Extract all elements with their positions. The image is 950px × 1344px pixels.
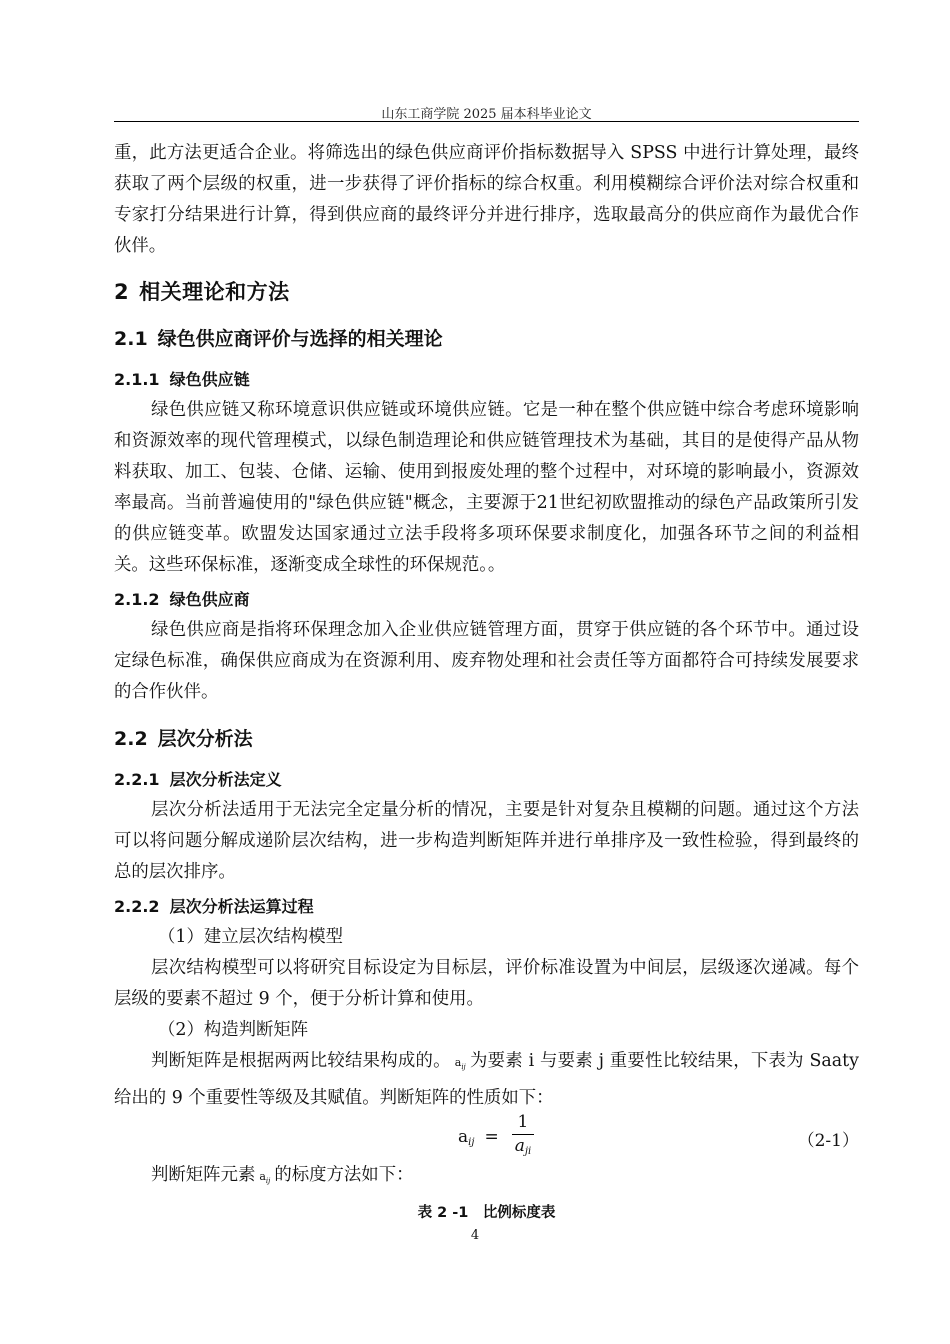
equation-denominator-base: a <box>514 1135 525 1156</box>
section-2-title: 相关理论和方法 <box>139 280 290 304</box>
section-2-2-heading <box>114 724 859 751</box>
equation-denominator-subscript: ji <box>524 1145 532 1157</box>
equation-lhs <box>458 1127 474 1148</box>
section-2-2-2-heading <box>114 896 859 918</box>
equation-lhs-base: a <box>458 1126 469 1147</box>
section-2-number: 2 <box>114 280 130 304</box>
section-2-2-number: 2.2 <box>114 728 148 750</box>
scale-method-paragraph <box>114 1160 859 1197</box>
section-2-2-2-title: 层次分析法运算过程 <box>169 897 314 916</box>
section-2-1-1-title: 绿色供应链 <box>169 370 250 389</box>
equation-body <box>458 1111 537 1160</box>
section-2-1-1-number: 2.1.1 <box>114 370 160 389</box>
header-rule <box>114 121 859 122</box>
running-header: 山东工商学院 2025 届本科毕业论文 <box>381 107 592 122</box>
section-2-2-title: 层次分析法 <box>157 728 253 750</box>
section-2-1-heading <box>114 324 859 351</box>
section-2-2-1-title: 层次分析法定义 <box>169 770 282 789</box>
table-caption: 表 2 -1 比例标度表 <box>417 1205 556 1222</box>
inline-variable-aij <box>454 1056 466 1072</box>
scale-method-variable <box>259 1170 271 1186</box>
equation-denominator <box>509 1135 537 1163</box>
section-2-1-2-paragraph: 绿色供应商是指将环保理念加入企业供应链管理方面，贯穿于供应链的各个环节中。通过设定绿色标准，确保供应商成为在资源利用、废弃物处理和社会责任等方面都符合可持续发展要求的合作伙伴。 <box>114 620 859 702</box>
scale-method-variable-base: a <box>259 1170 266 1184</box>
inline-variable-base: a <box>454 1056 462 1069</box>
step-2-label: （2）构造判断矩阵 <box>158 1020 309 1040</box>
section-2-heading <box>114 276 859 306</box>
section-2-1-number: 2.1 <box>114 328 148 350</box>
section-2-2-2-number: 2.2.2 <box>114 897 160 916</box>
section-2-1-title: 绿色供应商评价与选择的相关理论 <box>157 328 443 350</box>
section-2-1-1-paragraph: 绿色供应链又称环境意识供应链或环境供应链。它是一种在整个供应链中综合考虑环境影响和资源效率的现代管理模式，以绿色制造理论和供应链管理技术为基础，其目的是使得产品从物料获取、加工、包装、仓储、运输、使用到报废处理的整个过程中，对环境的影响最小，资源效率最高。当前普遍使用的"绿色供应链"概念，主要源于21世纪初欧盟推动的绿色产品政策所引发的供应链变革。欧盟发达国家通过立法手段将多项环保要求制度化，加强各环节之间的利益相关。这些环保标准，逐渐变成全球性的环保规范。。 <box>114 400 859 575</box>
step-1-label: （1）建立层次结构模型 <box>158 927 343 947</box>
scale-method-variable-subscript: ij <box>265 1177 271 1186</box>
equation-number: （2-1） <box>797 1131 859 1152</box>
intro-paragraph: 重，此方法更适合企业。将筛选出的绿色供应商评价指标数据导入 SPSS 中进行计算处理，最终获取了两个层级的权重，进一步获得了评价指标的综合权重。利用模糊综合评价法对综合权重和专家打分结果进行计算，得到供应商的最终评分并进行排序，选取最高分的供应商作为最优合作伙伴。 <box>114 143 859 256</box>
equation-equals: = <box>484 1127 499 1148</box>
scale-method-text-a: 判断矩阵元素 <box>151 1165 256 1186</box>
page-number: 4 <box>470 1228 480 1243</box>
scale-method-text-b: 的标度方法如下： <box>274 1165 414 1186</box>
section-2-1-2-heading <box>114 589 859 611</box>
section-2-1-2-number: 2.1.2 <box>114 590 160 609</box>
equation-numerator: 1 <box>512 1112 535 1135</box>
section-2-1-2-title: 绿色供应商 <box>169 590 250 609</box>
inline-variable-subscript: ij <box>461 1063 466 1072</box>
page-content <box>114 138 859 1222</box>
section-2-2-1-paragraph: 层次分析法适用于无法完全定量分析的情况，主要是针对复杂且模糊的问题。通过这个方法可以将问题分解成递阶层次结构，进一步构造判断矩阵并进行单排序及一致性检验，得到最终的总的层次排序。 <box>114 800 859 882</box>
step-2-text-a: 判断矩阵是根据两两比较结果构成的。 <box>151 1051 451 1071</box>
section-2-2-1-heading <box>114 769 859 791</box>
section-2-2-1-number: 2.2.1 <box>114 770 160 789</box>
equation-lhs-subscript: ij <box>468 1136 475 1148</box>
step-2-text-b: 为要素 i 与要素 j 重要性比较结果，下表为 Saaty 给出的 9 个重要性等级及其赋值。判断矩阵的性质如下： <box>114 1051 859 1109</box>
equation-2-1 <box>114 1111 859 1160</box>
equation-fraction <box>509 1112 537 1163</box>
step-1-paragraph: 层次结构模型可以将研究目标设定为目标层，评价标准设置为中间层，层级逐次递减。每个层级的要素不超过 9 个，便于分析计算和使用。 <box>114 958 859 1009</box>
step-2-paragraph <box>114 1046 859 1114</box>
section-2-1-1-heading <box>114 369 859 391</box>
